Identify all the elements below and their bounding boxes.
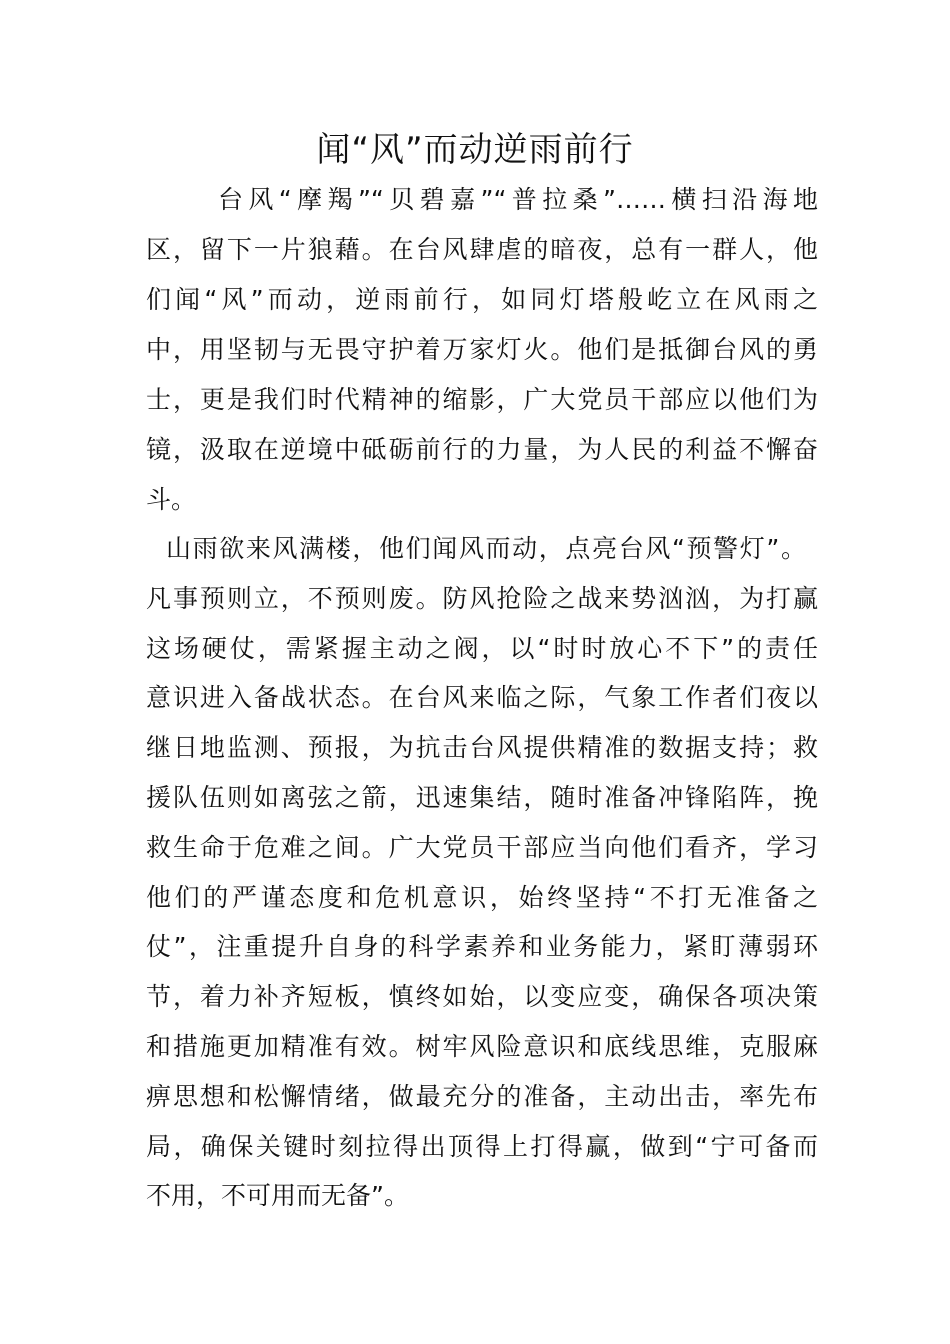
paragraph-line: 痹思想和松懈情绪，做最充分的准备，主动出击，率先布: [146, 1082, 818, 1111]
paragraph-line: 这场硬仗，需紧握主动之阀，以“时时放心不下”的责任: [146, 634, 818, 663]
paragraph-line: 中，用坚韧与无畏守护着万家灯火。他们是抵御台风的勇: [146, 335, 818, 364]
paragraph-line: 凡事预则立，不预则废。防风抢险之战来势汹汹，为打赢: [146, 584, 818, 613]
paragraph-line: 意识进入备战状态。在台风来临之际，气象工作者们夜以: [146, 683, 818, 712]
paragraph-line: 援队伍则如离弦之箭，迅速集结，随时准备冲锋陷阵，挽: [146, 783, 818, 812]
paragraph-line: 仗”，注重提升自身的科学素养和业务能力，紧盯薄弱环: [146, 932, 818, 961]
paragraph-line: 节，着力补齐短板，慎终如始，以变应变，确保各项决策: [146, 982, 818, 1011]
paragraph-line: 和措施更加精准有效。树牢风险意识和底线思维，克服麻: [146, 1032, 818, 1061]
paragraph-line: 山雨欲来风满楼，他们闻风而动，点亮台风“预警灯”。: [166, 534, 806, 563]
paragraph-line: 们闻“风”而动，逆雨前行，如同灯塔般屹立在风雨之: [146, 285, 818, 314]
paragraph-line: 斗。: [146, 485, 197, 514]
document-title: 闻“风”而动逆雨前行: [316, 130, 634, 170]
paragraph-line: 台风“摩羯”“贝碧嘉”“普拉桑”……横扫沿海地: [218, 185, 818, 214]
paragraph-line: 区，留下一片狼藉。在台风肆虐的暗夜，总有一群人，他: [146, 235, 818, 264]
paragraph-line: 继日地监测、预报，为抗击台风提供精准的数据支持；救: [146, 733, 818, 762]
paragraph-line: 士，更是我们时代精神的缩影，广大党员干部应以他们为: [146, 385, 818, 414]
paragraph-line: 镜，汲取在逆境中砥砺前行的力量，为人民的利益不懈奋: [146, 435, 818, 464]
paragraph-line: 他们的严谨态度和危机意识，始终坚持“不打无准备之: [146, 883, 818, 912]
paragraph-line: 不用，不可用而无备”。: [146, 1181, 409, 1210]
paragraph-line: 救生命于危难之间。广大党员干部应当向他们看齐，学习: [146, 833, 818, 862]
paragraph-line: 局，确保关键时刻拉得出顶得上打得赢，做到“宁可备而: [146, 1132, 818, 1161]
